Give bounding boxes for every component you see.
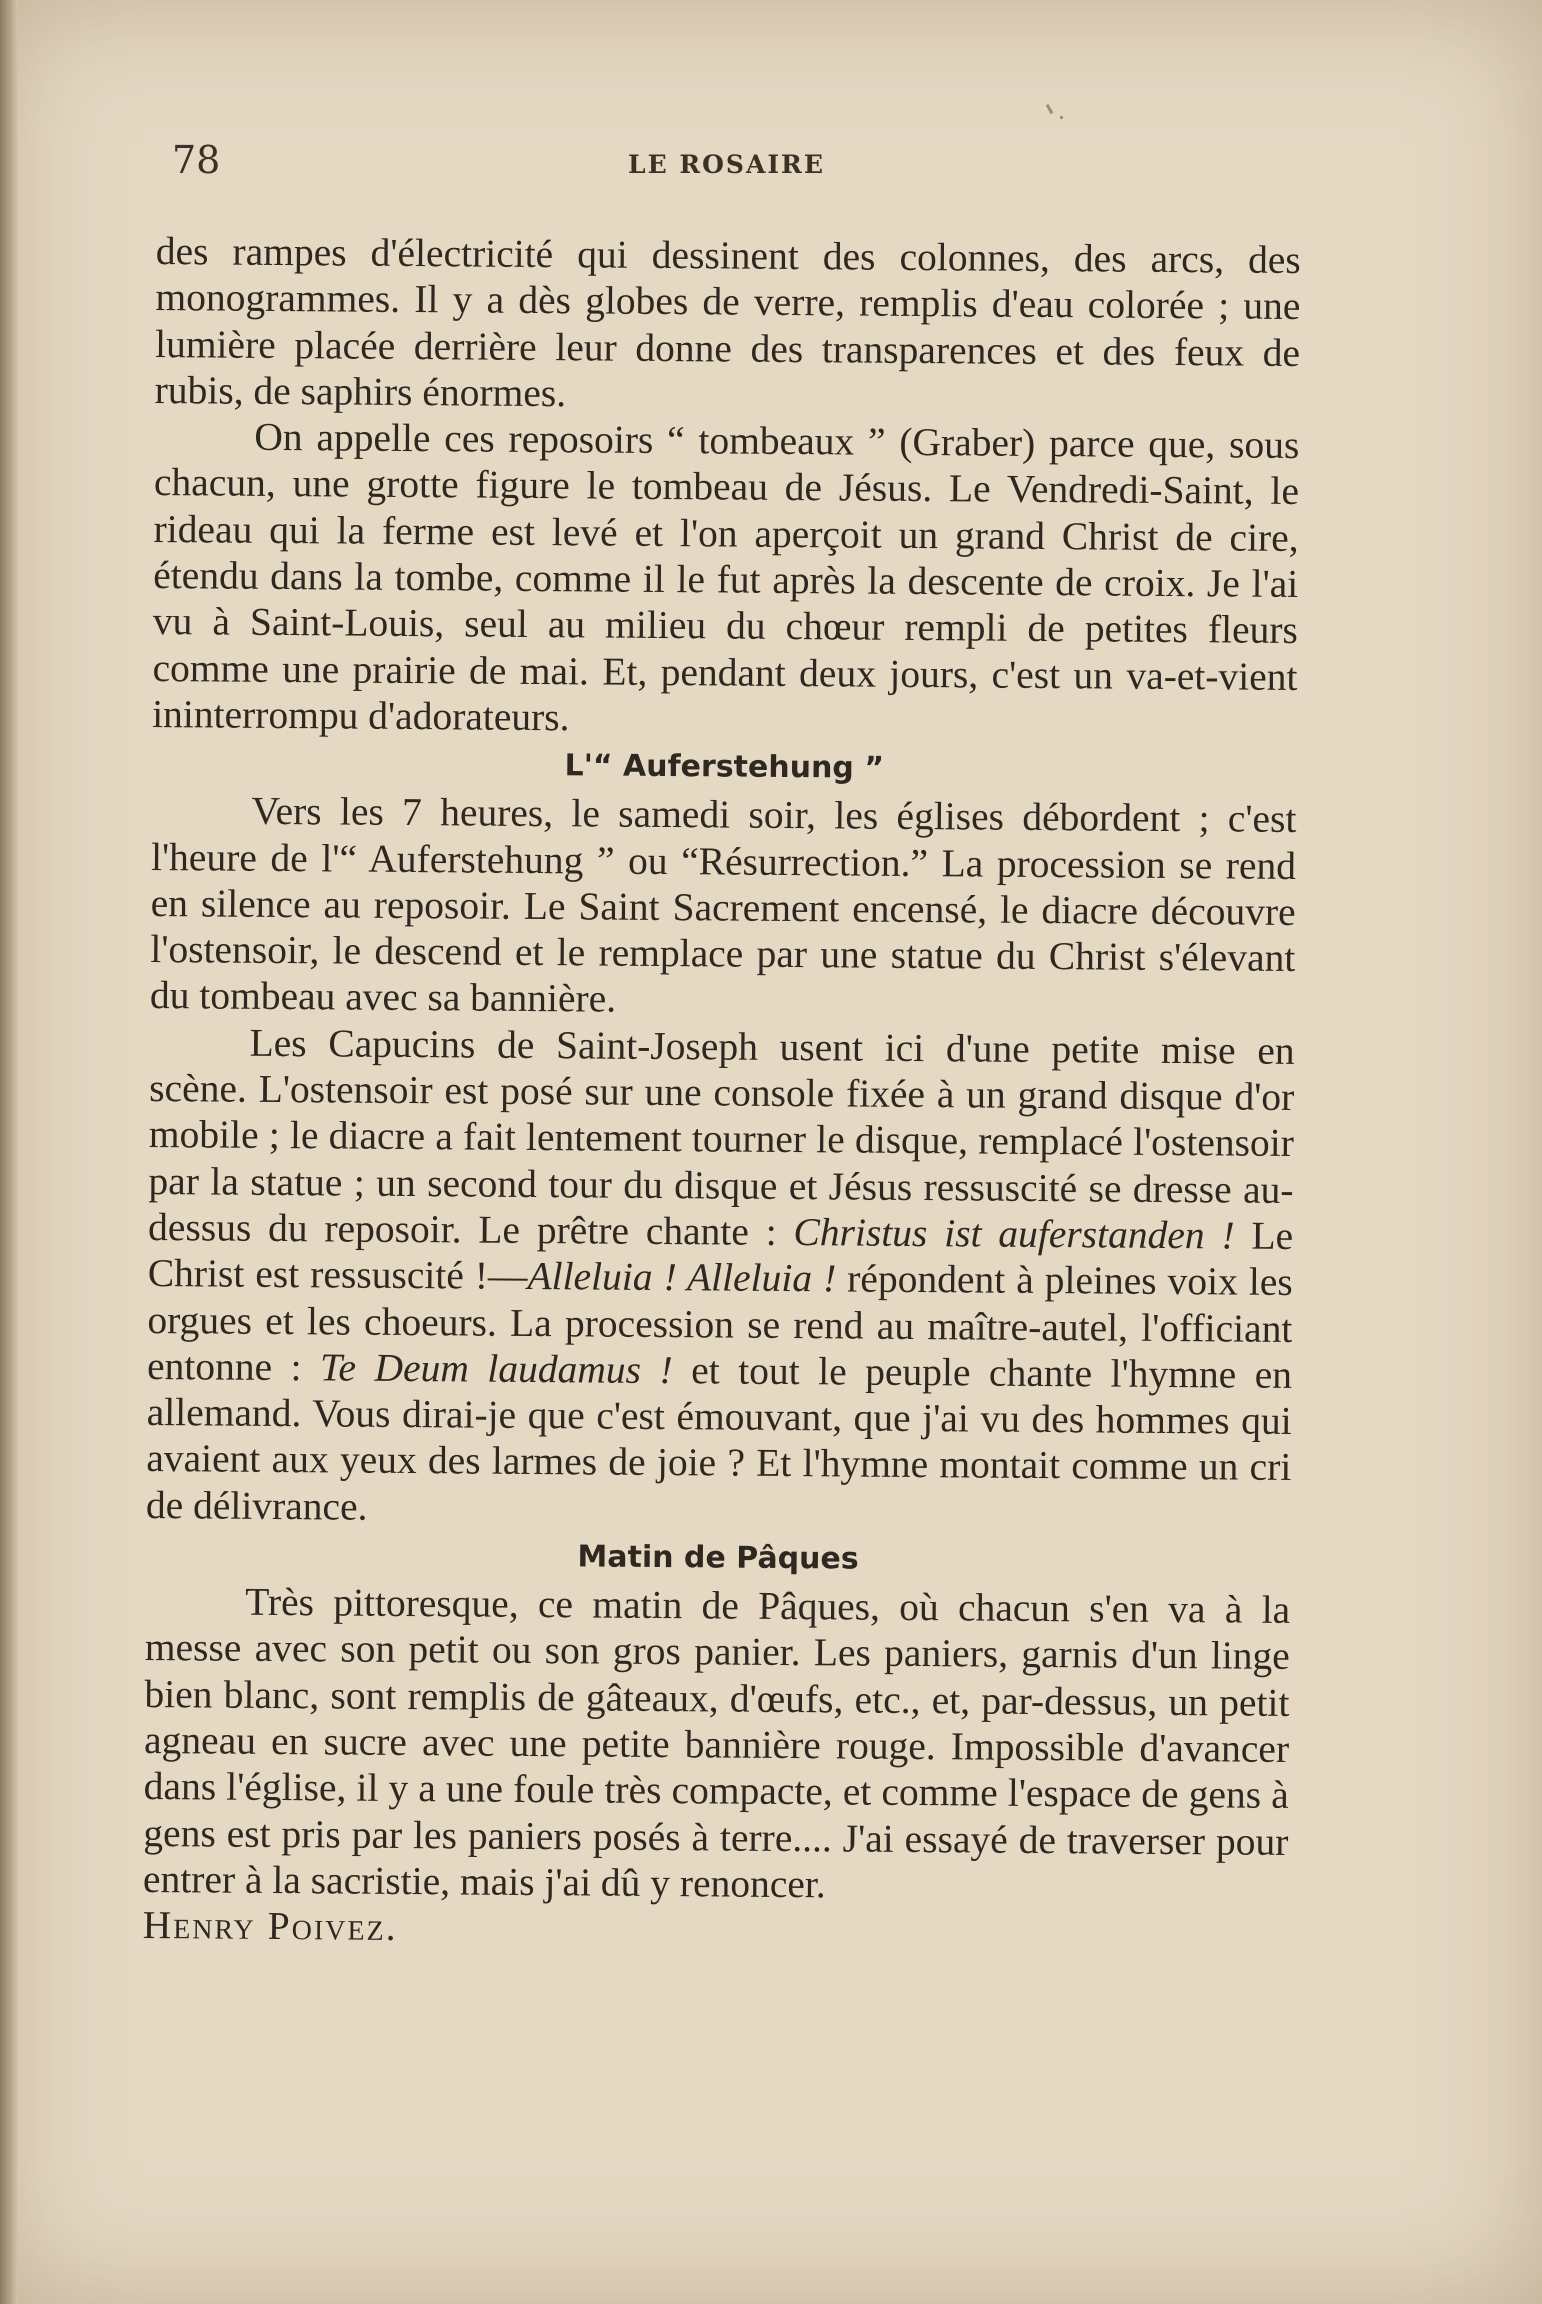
journal-title: LE ROSAIRE (628, 150, 825, 179)
paragraph-easter-morning: Très pittoresque, ce matin de Pâques, où chacun s'en va à la messe avec son petit ou son gros panier. Les paniers, garnis d'un linge bien blanc, sont remplis de gâteaux, d'œufs, etc., et, par-dessus, un petit agneau en sucre avec une petite bannière rouge. Impossible d'avancer dans l'église, il y a une foule très compacte, et comme l'espace de gens à gens est pris par les paniers posés à terre.... J'ai essayé de traverser pour entrer à la sacristie, mais j'ai dû y renoncer. (142, 1579, 1291, 1907)
paragraph-resurrection: Vers les 7 heures, le samedi soir, les églises débordent ; c'est l'heure de l'“ Auferstehung ” ou “Résurrection.” La procession se rend en silence au reposoir. Le Saint Sacrement encensé, le diacre découvre l'ostensoir, le descend et le remplace par une statue du Christ s'élevant du tombeau avec sa bannière. (149, 789, 1297, 1022)
quote-alleluia: Alleluia ! Alleluia ! (527, 1254, 837, 1301)
author-signature: Henry Poivez. (142, 1903, 398, 1950)
section-heading-auferstehung: L'“ Auferstehung ” (564, 748, 885, 786)
article-body (142, 228, 1300, 1957)
running-head (168, 138, 1298, 198)
paragraph-capucins (146, 1019, 1295, 1537)
page-number: 78 (172, 138, 221, 182)
paper-speck (1060, 116, 1063, 119)
paragraph-tombeaux: On appelle ces reposoirs “ tombeaux ” (Graber) parce que, sous chacun, une grotte figure le tombeau de Jésus. Le Vendredi-Saint, le rideau qui la ferme est levé et l'on aperçoit un grand Christ de cire, étendu dans la tombe, comme il le fut après la descente de croix. Je l'ai vu à Saint-Louis, seul au milieu du chœur rempli de petites fleurs comme une prairie de mai. Et, pendant deux jours, c'est un va-et-vient ininterrompu d'adorateurs. (152, 414, 1300, 740)
paper-speck (1046, 104, 1054, 114)
text-run: Les Capucins de Saint-Joseph usent ici d'une petite mise en scène. L'ostensoir est posé sur une console fixée à un grand disque d'or mobile ; le diacre a fait lentement tourner le disque, remplacé l'ostensoir par la statue ; un second tour du disque et Jésus ressuscité se dresse au-dessus du reposoir. Le prêtre chante : (147, 1020, 1295, 1254)
latin-quote-te-deum: Te Deum laudamus ! (319, 1345, 673, 1392)
section-heading-matin-de-paques: Matin de Pâques (577, 1539, 859, 1577)
paragraph-electric-lights: des rampes d'électricité qui dessinent des colonnes, des arcs, des monogrammes. Il y a dès globes de verre, remplis d'eau colorée ; une lumière placée derrière leur donne des transparences et des feux de rubis, de saphirs énormes. (154, 228, 1301, 416)
latin-quote-christus: Christus ist auferstanden ! (793, 1209, 1235, 1258)
text-run: répondent à pleines voix les orgues et les choeurs. La procession se rend au maître-autel, l'officiant entonne : (146, 1256, 1293, 1390)
text-run: et tout le peuple chante l'hymne en allemand. Vous dirai-je que c'est émouvant, que j'ai vu des hommes qui avaient aux yeux des larmes de joie ? Et l'hymne montait comme un cri de délivrance. (145, 1347, 1293, 1529)
page-binding-edge (0, 0, 18, 2304)
text-run: Le Christ est ressuscité !— (147, 1213, 1294, 1299)
